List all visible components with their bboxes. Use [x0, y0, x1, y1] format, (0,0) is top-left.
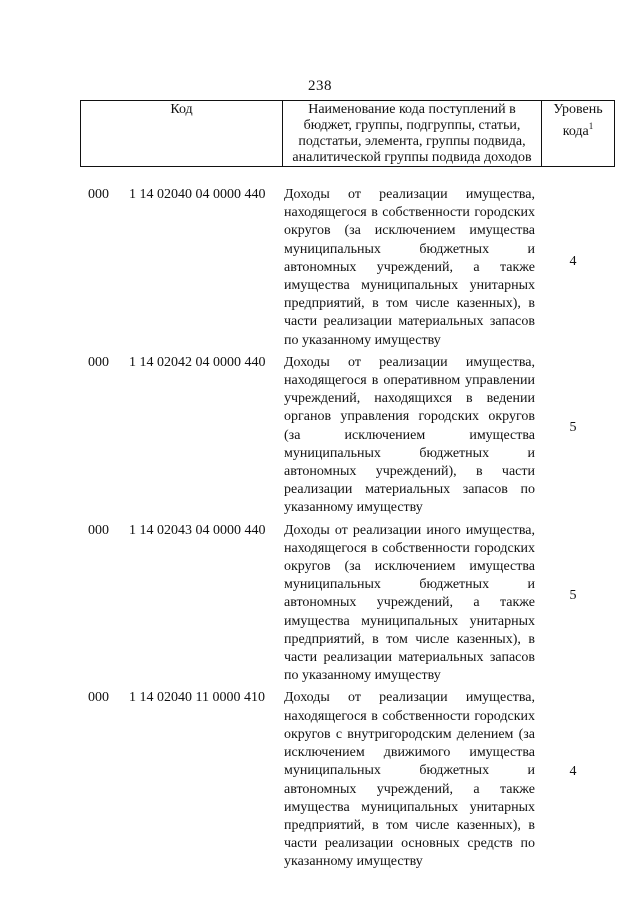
header-name-line: подстатьи, элемента, группы подвида,	[298, 134, 526, 149]
table-row	[0, 186, 640, 350]
header-name-line: бюджет, группы, подгруппы, статьи,	[303, 118, 521, 133]
header-level-line	[544, 118, 612, 140]
row-level: 5	[569, 419, 577, 435]
row-prefix: 000	[88, 187, 109, 202]
row-prefix: 000	[88, 690, 109, 706]
table-header	[80, 100, 615, 167]
header-name	[283, 101, 542, 167]
header-level-word: кода	[562, 124, 589, 139]
row-prefix: 000	[88, 522, 109, 538]
footnote-marker: 1	[588, 121, 594, 131]
header-level-line: Уровень	[553, 102, 603, 117]
row-level: 4	[569, 764, 577, 780]
header-name-line: Наименование кода поступлений в	[308, 102, 516, 117]
table-row	[0, 522, 640, 686]
page-number: 238	[308, 78, 332, 94]
row-level: 5	[569, 587, 577, 603]
row-description: Доходы от реализации имущества, находящегося в собственности городских округов с внутригородским делением (за исключением движимого имущества муниципальных бюджетных и автономных учреждений, а также имущества муниципальных унитарных предприятий, в том числе казенных), в части реализации основных средств по указанному имуществу	[284, 690, 535, 870]
row-description: Доходы от реализации иного имущества, находящегося в собственности городских округов (за исключением имущества муниципальных бюджетных и автономных учреждений, а также имущества муниципальных унитарных предприятий, в том числе казенных), в части реализации материальных запасов по указанному имуществу	[284, 522, 535, 684]
row-code: 1 14 02042 04 0000 440	[129, 354, 266, 370]
row-code: 1 14 02040 11 0000 410	[129, 690, 265, 706]
row-description: Доходы от реализации имущества, находящегося в собственности городских округов (за исключением имущества муниципальных бюджетных и автономных учреждений, а также имущества муниципальных унитарных предприятий, в том числе казенных), в части реализации материальных запасов по указанному имуществу	[284, 187, 535, 348]
header-name-line: аналитической группы подвида доходов	[292, 150, 532, 165]
row-level: 4	[569, 254, 577, 269]
row-prefix: 000	[88, 354, 109, 370]
table-row	[0, 354, 640, 518]
header-level	[542, 101, 615, 167]
row-description: Доходы от реализации имущества, находящегося в оперативном управлении учреждений, находящихся в ведении органов управления городских округов (за исключением имущества муниципальных бюджетных и автономных учреждений), в части реализации материальных запасов по указанному имуществу	[284, 354, 535, 516]
table-body	[0, 186, 640, 872]
row-code: 1 14 02040 04 0000 440	[129, 187, 266, 202]
header-code: Код	[81, 101, 283, 167]
table-row	[0, 689, 640, 871]
row-code: 1 14 02043 04 0000 440	[129, 522, 266, 538]
